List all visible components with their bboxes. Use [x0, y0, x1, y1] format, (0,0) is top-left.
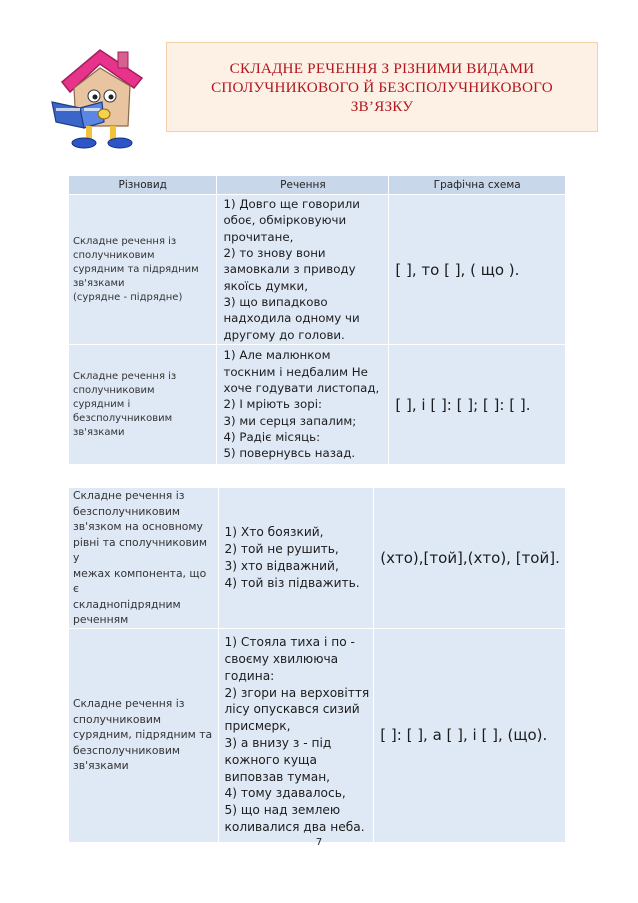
header-scheme: Графічна схема — [389, 176, 566, 195]
table-header-row — [69, 176, 566, 195]
title-line: СКЛАДНЕ РЕЧЕННЯ З РІЗНИМИ ВИДАМИ — [229, 59, 535, 77]
scheme-cell: [ ], і [ ]: [ ]; [ ]: [ ]. — [389, 345, 566, 465]
page-number: 7 — [315, 837, 323, 848]
title-banner — [166, 42, 598, 132]
page-title — [172, 59, 592, 116]
table-row — [69, 195, 566, 345]
type-cell: Складне речення із сполучниковим сурядним і безсполучниковим зв'язками — [69, 345, 217, 465]
house-mascot-reading-icon — [44, 42, 156, 152]
scheme-cell: [ ]: [ ], а [ ], і [ ], (що). — [374, 628, 566, 842]
table-row — [69, 628, 566, 842]
header-type: Різновид — [69, 176, 217, 195]
sentence-cell: 1) Довго ще говорили обоє, обмірковуючи прочитане, 2) то знову вони замовкали з приводу якоїсь думки, 3) що випадково надходила одному чи другому до голови. — [217, 195, 389, 345]
type-cell: Складне речення із безсполучниковим зв'язком на основному рівні та сполучниковим у межах компонента, що є складнопідрядним реченням — [69, 488, 219, 629]
sentence-types-table-2 — [68, 487, 566, 843]
title-line: СПОЛУЧНИКОВОГО Й БЕЗСПОЛУЧНИКОВОГО — [211, 78, 553, 96]
title-line: ЗВ’ЯЗКУ — [350, 97, 414, 115]
sentence-types-table-1 — [68, 175, 566, 465]
header-sentence: Речення — [217, 176, 389, 195]
sentence-cell: 1) Хто боязкий, 2) той не рушить, 3) хто відважний, 4) той віз підважить. — [218, 488, 374, 629]
table-row — [69, 488, 566, 629]
table-row — [69, 345, 566, 465]
scheme-cell: (хто),[той],(хто), [той]. — [374, 488, 566, 629]
type-cell: Складне речення із сполучниковим сурядним, підрядним та безсполучниковим зв'язками — [69, 628, 219, 842]
sentence-cell: 1) Але малюнком тоскним і недбалим Не хоче годувати листопад, 2) І мріють зорі: 3) ми серця запалим; 4) Радіє місяць: 5) повернувсь назад. — [217, 345, 389, 465]
type-cell: Складне речення із сполучниковим сурядним та підрядним зв'язками (сурядне - підрядне) — [69, 195, 217, 345]
scheme-cell: [ ], то [ ], ( що ). — [389, 195, 566, 345]
sentence-cell: 1) Стояла тиха і по - своєму хвилююча година: 2) згори на верховіття лісу опускався сизий присмерк, 3) а внизу з - під кожного куща виповзав туман, 4) тому здавалось, 5) що над землею коливалися два неба. — [218, 628, 374, 842]
